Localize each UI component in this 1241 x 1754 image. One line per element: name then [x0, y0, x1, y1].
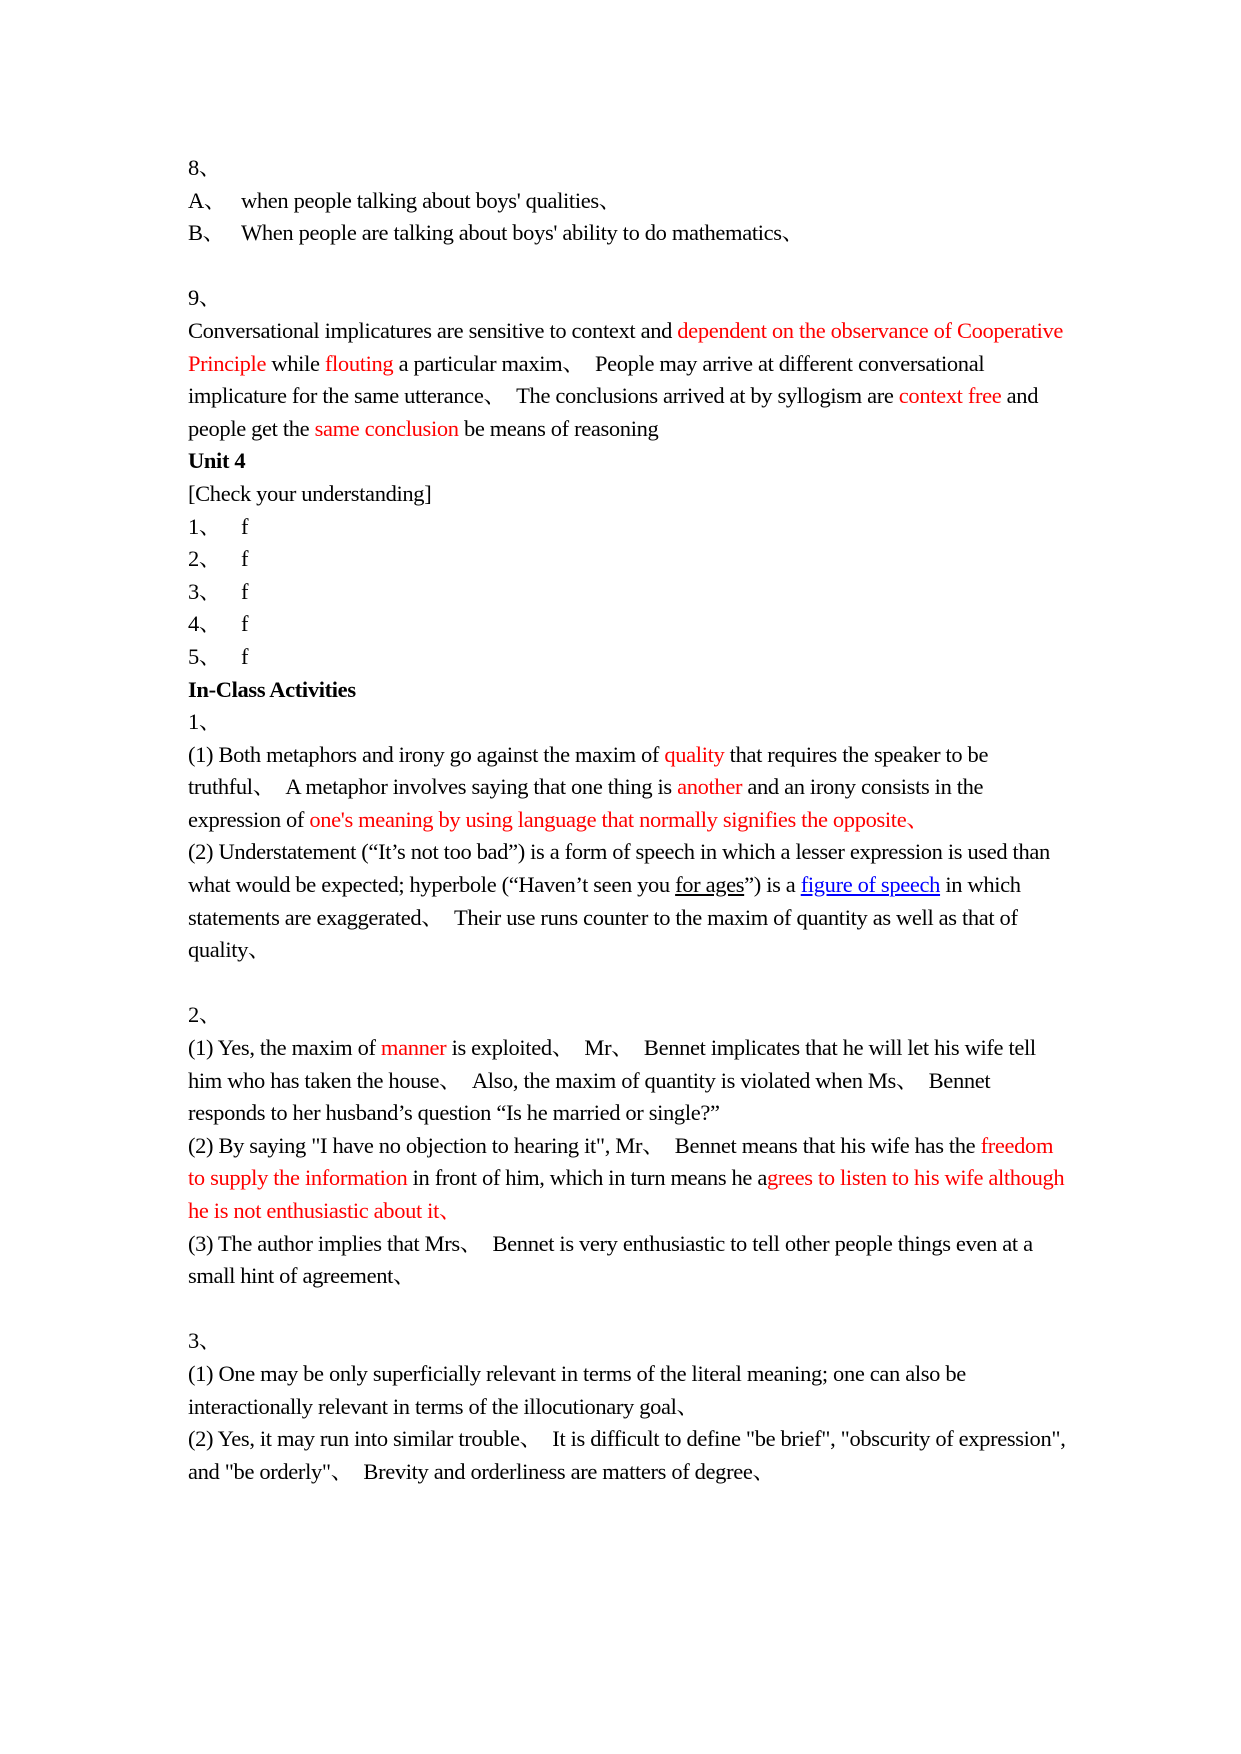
- answer-number: 1、: [188, 513, 222, 539]
- activity-3-number: 3、: [188, 1328, 222, 1354]
- answer-value: f: [241, 546, 249, 572]
- activity-2-number: 2、: [188, 1002, 222, 1028]
- highlighted-answer-text: manner: [380, 1035, 447, 1061]
- highlighted-answer-text: one's meaning by using language that normally signifies the opposite、: [309, 806, 929, 832]
- in-class-activities-heading: In-Class Activities: [188, 676, 356, 702]
- unit-4-heading: Unit 4: [188, 448, 246, 474]
- activity-3-part-1: [188, 1358, 1068, 1423]
- answer-number: 2、: [188, 546, 222, 572]
- body-text: is exploited、 Mr、 Bennet implicates that he will let his wife tell him who has taken the house、 Also, the maxim of quantity is violated when Ms、 Bennet responds to her husband’s question “Is he married or single?”: [188, 1035, 1042, 1126]
- highlighted-answer-text: flouting: [324, 350, 394, 376]
- body-text: (1) Both metaphors and irony go against the maxim of: [188, 741, 665, 767]
- activity-2-part-3: [188, 1228, 1068, 1293]
- highlighted-answer-text: quality: [664, 741, 725, 767]
- answer-value: f: [241, 643, 249, 669]
- activity-1-part-1: [188, 739, 1068, 837]
- body-text: and an irony consists in the expression of: [188, 774, 989, 832]
- answer-number: 3、: [188, 578, 222, 604]
- highlighted-answer-text: another: [677, 774, 743, 800]
- answer-number: 5、: [188, 643, 222, 669]
- spacer: [188, 1293, 1068, 1326]
- answer-item: [188, 511, 1068, 544]
- answer-item: [188, 576, 1068, 609]
- document-page: [188, 152, 1071, 1488]
- body-text: Conversational implicatures are sensitive to context and: [188, 317, 678, 343]
- highlighted-answer-text: grees to listen to his wife although he is not enthusiastic about it、: [188, 1165, 1070, 1223]
- question-9-answer: [188, 315, 1068, 445]
- body-text: (2) By saying "I have no objection to hearing it", Mr、 Bennet means that his wife has the: [188, 1132, 981, 1158]
- question-8-number: 8、: [188, 155, 222, 180]
- answer-value: f: [241, 611, 249, 637]
- body-text: (1) One may be only superficially relevant in terms of the literal meaning; one can also be interactionally relevant in terms of the illocutionary goal、: [188, 1360, 972, 1419]
- question-9-number: 9、: [188, 285, 222, 311]
- activity-2-part-2: [188, 1130, 1068, 1228]
- underlined-text: for ages: [675, 872, 745, 898]
- spacer: [188, 967, 1068, 1000]
- highlighted-answer-text: same conclusion: [314, 415, 459, 441]
- option-label: B、: [188, 220, 225, 246]
- answer-item: [188, 543, 1068, 576]
- answer-number: 4、: [188, 611, 222, 637]
- answer-item: [188, 641, 1068, 674]
- answer-item: [188, 608, 1068, 641]
- body-text: (2) Yes, it may run into similar trouble、 It is difficult to define "be brief", "obscurity of expression", and "be orderly"、 Brevity and orderliness are matters of degree、: [188, 1426, 1071, 1484]
- body-text: be means of reasoning: [458, 415, 659, 441]
- body-text: and people get the: [188, 383, 1044, 441]
- body-text: (1) Yes, the maxim of: [188, 1035, 381, 1061]
- option-label: A、: [188, 187, 227, 213]
- body-text: while: [266, 350, 325, 376]
- highlighted-answer-text: context free: [898, 383, 1002, 409]
- activity-1-number: 1、: [188, 709, 222, 735]
- answer-value: f: [241, 578, 249, 604]
- check-understanding-heading: [Check your understanding]: [188, 480, 432, 506]
- activity-3-part-2: [188, 1423, 1071, 1488]
- body-text: (2) Understatement (“It’s not too bad”) is a form of speech in which a lesser expression is used than what would be expected; hyperbole (“Haven’t seen you: [188, 839, 1056, 898]
- body-text: in front of him, which in turn means he a: [407, 1165, 767, 1191]
- highlighted-answer-text: freedom to supply the information: [188, 1132, 1059, 1191]
- option-text: When people are talking about boys' ability to do mathematics、: [241, 220, 804, 246]
- body-text: (3) The author implies that Mrs、 Bennet is very enthusiastic to tell other people things even at a small hint of agreement、: [188, 1230, 1039, 1289]
- activity-2-part-1: [188, 1032, 1068, 1130]
- activity-1-part-2: [188, 836, 1068, 966]
- spacer: [188, 250, 1068, 283]
- body-text: a particular maxim、 People may arrive at different conversational implicature for the same utterance、 The conclusions arrived at by syllogism are: [188, 350, 990, 409]
- highlighted-answer-text: dependent on the observance of Cooperative Principle: [188, 317, 1069, 376]
- body-text: in which statements are exaggerated、 Their use runs counter to the maxim of quantity as well as that of quality、: [188, 872, 1026, 963]
- question-8-option-b: [188, 217, 1068, 250]
- option-text: when people talking about boys' qualities、: [241, 187, 621, 213]
- answer-value: f: [241, 513, 249, 539]
- body-text: ”) is a: [744, 872, 801, 898]
- body-text: that requires the speaker to be truthful、 A metaphor involves saying that one thing is: [188, 741, 994, 800]
- figure-of-speech-link[interactable]: figure of speech: [800, 872, 941, 898]
- question-8-option-a: [188, 185, 1068, 218]
